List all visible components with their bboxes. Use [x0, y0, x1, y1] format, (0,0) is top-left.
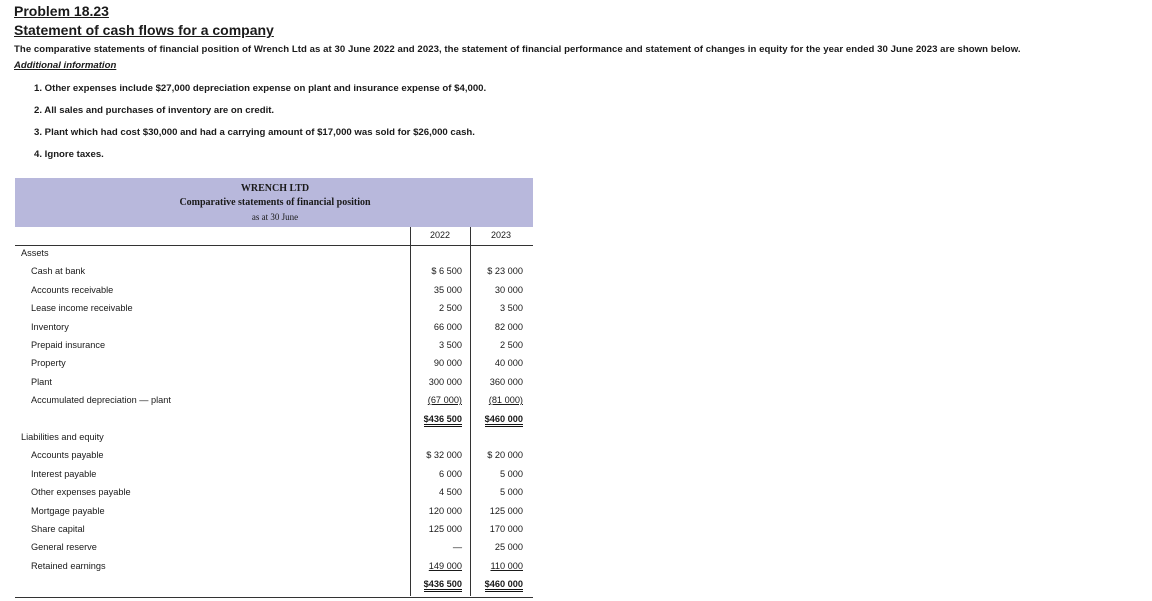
year-2023-header: 2023 — [490, 230, 512, 240]
value-2023-text: 30 000 — [494, 284, 523, 295]
value-2022-text: 90 000 — [433, 358, 462, 369]
value-2022-text: 35 000 — [433, 284, 462, 295]
statement-date: as at 30 June — [251, 212, 299, 222]
value-2023-text: $ 23 000 — [487, 266, 523, 277]
row-label: Retained earnings — [31, 560, 106, 571]
value-2023-text: 5 000 — [500, 487, 523, 498]
value-2023 — [463, 322, 523, 332]
header-rule — [15, 245, 533, 246]
assets-heading — [15, 248, 533, 264]
value-2023 — [463, 524, 523, 534]
value-2022 — [402, 358, 462, 368]
value-2023 — [463, 450, 523, 460]
value-2022-text: 2 500 — [439, 303, 462, 314]
value-2022 — [402, 285, 462, 295]
row-label: Prepaid insurance — [31, 340, 106, 350]
asset-row — [15, 266, 533, 282]
liability-row — [15, 506, 533, 522]
problem-title: Problem 18.23 — [14, 3, 109, 19]
value-2022-text: $436 500 — [424, 579, 462, 592]
liability-row — [15, 450, 533, 466]
row-label: Accounts payable — [31, 450, 104, 461]
value-2022 — [402, 266, 462, 276]
value-2023 — [463, 542, 523, 552]
row-label: Cash at bank — [31, 266, 86, 277]
value-2023 — [463, 579, 523, 589]
liability-row — [15, 542, 533, 558]
row-label: Accounts receivable — [31, 284, 114, 295]
liabilities-heading — [15, 432, 533, 448]
value-2022 — [402, 487, 462, 497]
info-item: 1. Other expenses include $27,000 depreciation expense on plant and insurance expense of $4,000. — [34, 83, 487, 94]
value-2023-text: 170 000 — [489, 524, 523, 534]
statement-title: Comparative statements of financial position — [179, 197, 371, 208]
statement-header — [15, 178, 533, 227]
asset-row — [15, 285, 533, 301]
value-2022-text: 3 500 — [439, 340, 462, 350]
value-2023 — [463, 487, 523, 497]
value-2022-text: — — [452, 542, 462, 553]
value-2022 — [402, 524, 462, 534]
liability-row — [15, 561, 533, 577]
liability-row — [15, 524, 533, 540]
additional-info-heading: Additional information — [14, 60, 117, 71]
value-2023 — [463, 303, 523, 313]
value-2022 — [402, 377, 462, 387]
value-2023 — [463, 561, 523, 571]
value-2022 — [402, 414, 462, 424]
row-label: Assets — [21, 248, 49, 258]
value-2022 — [402, 469, 462, 479]
row-label: Share capital — [31, 524, 85, 534]
value-2022-text: 4 500 — [439, 487, 462, 498]
value-2022-text: $ 6 500 — [431, 266, 462, 277]
value-2023 — [463, 266, 523, 276]
value-2022-text: $436 500 — [424, 414, 462, 427]
value-2022 — [402, 395, 462, 405]
value-2022-text: 300 000 — [428, 376, 462, 387]
value-2022-text: 120 000 — [428, 505, 462, 516]
value-2023-text: (81 000) — [488, 395, 523, 406]
assets-total-row — [15, 414, 533, 430]
value-2023-text: $460 000 — [485, 579, 523, 592]
asset-row — [15, 395, 533, 411]
info-item: 2. All sales and purchases of inventory are on credit. — [34, 105, 275, 116]
row-label: Liabilities and equity — [21, 432, 104, 442]
row-label: Other expenses payable — [31, 487, 131, 498]
value-2023-text: $ 20 000 — [487, 450, 523, 461]
additional-info-list — [34, 83, 486, 171]
value-2023 — [463, 395, 523, 405]
liabilities-total-row — [15, 579, 533, 595]
row-label: Property — [31, 358, 66, 369]
row-label: Plant — [31, 376, 52, 387]
value-2023 — [463, 469, 523, 479]
value-2023 — [463, 414, 523, 424]
asset-row — [15, 377, 533, 393]
bottom-rule — [15, 597, 533, 598]
asset-row — [15, 303, 533, 319]
intro-text: The comparative statements of financial position of Wrench Ltd as at 30 June 2022 and 2023, the statement of financial performance and statement of changes in equity for the year ended 30 June 2023 are shown below. — [14, 44, 1021, 55]
company-name: WRENCH LTD — [240, 183, 310, 194]
row-label: Mortgage payable — [31, 505, 105, 516]
value-2022-text: 125 000 — [428, 524, 462, 534]
value-2023-text: 5 000 — [500, 468, 523, 479]
value-2022 — [402, 579, 462, 589]
value-2022-text: $ 32 000 — [426, 450, 462, 461]
value-2023-text: 25 000 — [494, 542, 523, 553]
value-2023-text: 3 500 — [500, 303, 523, 314]
asset-row — [15, 358, 533, 374]
asset-row — [15, 322, 533, 338]
year-2022-header: 2022 — [429, 230, 451, 240]
value-2022 — [402, 322, 462, 332]
asset-row — [15, 340, 533, 356]
value-2023-text: 110 000 — [490, 560, 523, 571]
financial-position-statement — [15, 178, 533, 598]
value-2022-text: 149 000 — [428, 560, 462, 571]
value-2022-text: 6 000 — [439, 468, 462, 479]
problem-subtitle: Statement of cash flows for a company — [14, 22, 274, 38]
value-2022-text: 66 000 — [433, 321, 462, 332]
info-item: 4. Ignore taxes. — [34, 149, 104, 160]
row-label: Interest payable — [31, 468, 97, 479]
row-label: General reserve — [31, 542, 97, 553]
value-2023 — [463, 506, 523, 516]
liability-row — [15, 487, 533, 503]
info-item: 3. Plant which had cost $30,000 and had a carrying amount of $17,000 was sold for $26,000 cash. — [34, 127, 475, 138]
value-2022-text: (67 000) — [427, 395, 462, 406]
value-2023 — [463, 285, 523, 295]
value-2023-text: 2 500 — [500, 340, 523, 350]
value-2022 — [402, 450, 462, 460]
value-2022 — [402, 303, 462, 313]
row-label: Inventory — [31, 321, 69, 332]
value-2023 — [463, 377, 523, 387]
value-2023-text: $460 000 — [485, 414, 523, 427]
row-label: Accumulated depreciation — plant — [31, 395, 171, 406]
value-2023-text: 360 000 — [489, 376, 523, 387]
value-2023-text: 125 000 — [489, 505, 523, 516]
value-2023-text: 40 000 — [494, 358, 523, 369]
value-2023-text: 82 000 — [494, 321, 523, 332]
row-label: Lease income receivable — [31, 303, 133, 314]
value-2022 — [402, 340, 462, 350]
value-2022 — [402, 542, 462, 552]
value-2022 — [402, 561, 462, 571]
value-2023 — [463, 358, 523, 368]
liability-row — [15, 469, 533, 485]
value-2023 — [463, 340, 523, 350]
value-2022 — [402, 506, 462, 516]
